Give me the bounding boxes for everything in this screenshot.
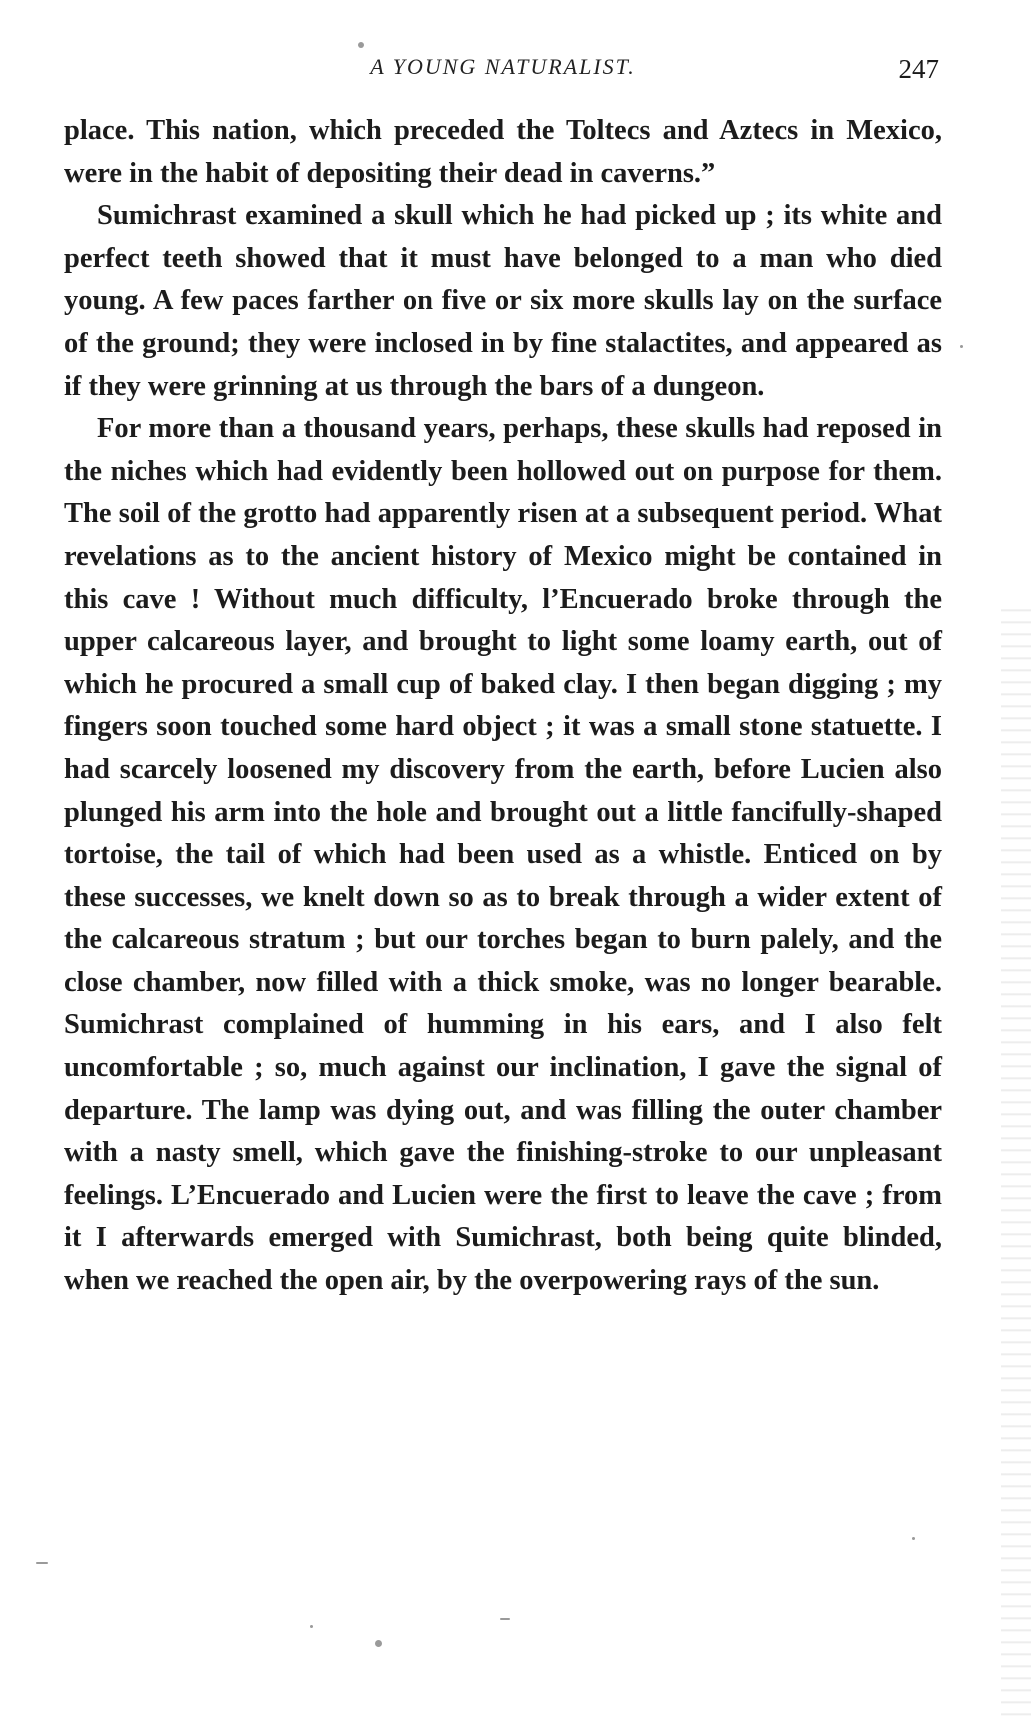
- scan-speck: [310, 1625, 313, 1628]
- page-number: 247: [898, 54, 939, 84]
- running-head: [63, 50, 943, 90]
- paragraph-continuation: place. This nation, which preceded the Toltecs and Aztecs in Mexico, were in the habit of depositing their dead in caverns.”: [64, 115, 942, 189]
- body-text: [64, 110, 942, 1303]
- scan-edge-noise: [1001, 600, 1031, 1719]
- scan-speck: [500, 1618, 510, 1620]
- scan-speck: [375, 1640, 382, 1647]
- running-title: A YOUNG NATURALIST.: [370, 54, 636, 79]
- paragraph-skull: Sumichrast examined a skull which he had picked up ; its white and perfect teeth showed that it must have belonged to a man who died young. A few paces farther on five or six more skulls lay on the surface of the ground; they were inclosed in by fine stalactites, and appeared as if they were grinning at us through the bars of a dungeon.: [64, 200, 942, 402]
- scan-speck: [358, 42, 364, 48]
- scan-speck: [36, 1562, 48, 1564]
- scan-speck: [912, 1537, 915, 1540]
- scan-speck: [960, 345, 963, 348]
- paragraph-excavation: For more than a thousand years, perhaps, these skulls had reposed in the niches which had evidently been hollowed out on purpose for them. The soil of the grotto had apparently risen at a subsequent period. What revelations as to the ancient history of Mexico might be contained in this cave ! Without much difficulty, l’Encuerado broke through the upper calcareous layer, and brought to light some loamy earth, out of which he procured a small cup of baked clay. I then began digging ; my fingers soon touched some hard object ; it was a small stone statuette. I had scarcely loosened my discovery from the earth, before Lucien also plunged his arm into the hole and brought out a little fancifully-shaped tortoise, the tail of which had been used as a whistle. Enticed on by these successes, we knelt down so as to break through a wider extent of the calcareous stratum ; but our torches began to burn palely, and the close chamber, now filled with a thick smoke, was no longer bearable. Sumichrast complained of humming in his ears, and I also felt uncomfortable ; so, much against our inclination, I gave the signal of departure. The lamp was dying out, and was filling the outer chamber with a nasty smell, which gave the finishing-stroke to our unpleasant feelings. L’Encuerado and Lucien were the first to leave the cave ; from it I afterwards emerged with Sumichrast, both being quite blinded, when we reached the open air, by the overpowering rays of the sun.: [64, 413, 942, 1297]
